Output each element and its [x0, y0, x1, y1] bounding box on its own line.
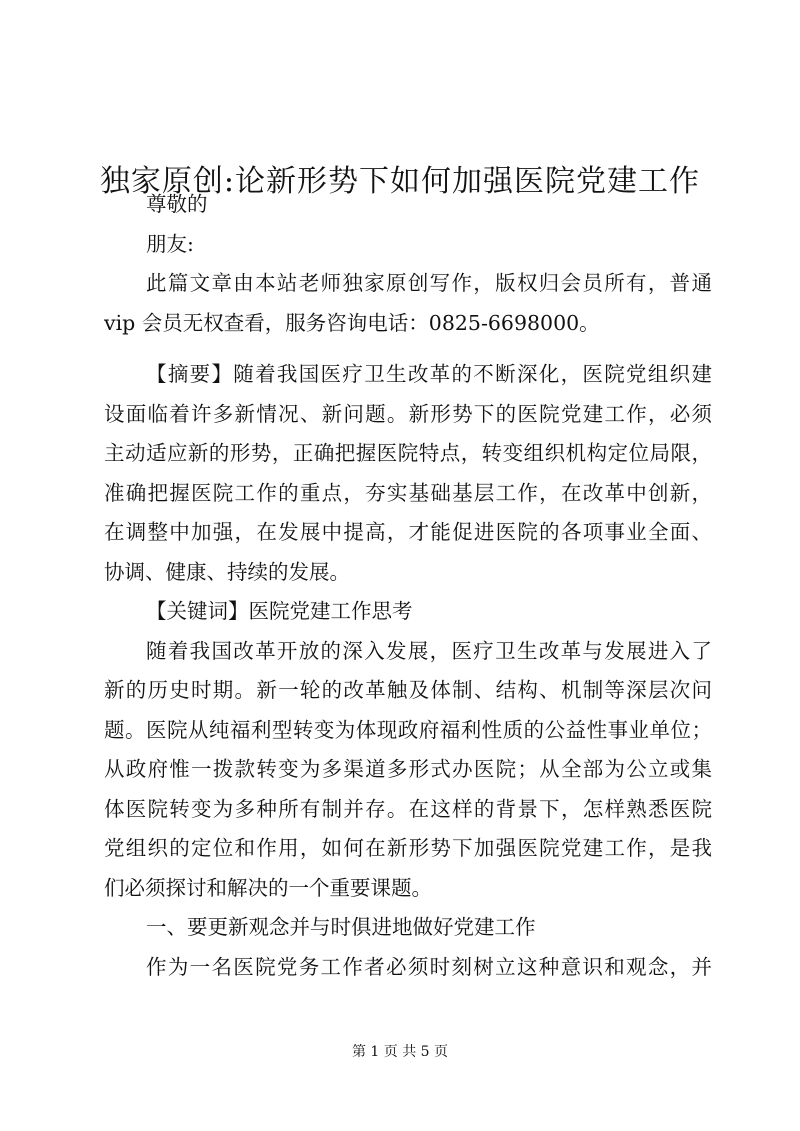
paragraph-line: vip 会员无权查看，服务咨询电话：0825-6698000。 [104, 310, 600, 335]
paragraph-line: 准确把握医院工作的重点，夯实基础基层工作，在改革中创新， [104, 480, 712, 505]
paragraph-line: 此篇文章由本站老师独家原创写作，版权归会员所有，普通 [146, 271, 712, 295]
paragraph-line: 体医院转变为多种所有制并存。在这样的背景下，怎样熟悉医院 [104, 796, 712, 821]
paragraph-line: 们必须探讨和解决的一个重要课题。 [104, 875, 432, 900]
greeting-line: 尊敬的 [146, 192, 208, 216]
greeting-line: 朋友: [146, 231, 194, 256]
paragraph-line: 作为一名医院党务工作者必须时刻树立这种意识和观念，并 [146, 954, 712, 979]
paragraph-line: 协调、健康、持续的发展。 [104, 559, 350, 584]
paragraph-line: 在调整中加强，在发展中提高，才能促进医院的各项事业全面、 [104, 520, 712, 544]
paragraph-line: 主动适应新的形势，正确把握医院特点，转变组织机构定位局限， [104, 441, 712, 465]
paragraph-line: 党组织的定位和作用，如何在新形势下加强医院党建工作，是我 [104, 836, 712, 860]
paragraph-line: 新的历史时期。新一轮的改革触及体制、结构、机制等深层次问 [104, 678, 712, 702]
document-title: 独家原创:论新形势下如何加强医院党建工作 [99, 164, 701, 200]
page-footer: 第 1 页 共 5 页 [351, 1044, 449, 1060]
paragraph-line: 【摘要】随着我国医疗卫生改革的不断深化，医院党组织建 [146, 362, 712, 386]
document-body [104, 185, 712, 987]
section-heading: 一、要更新观念并与时俱进地做好党建工作 [146, 915, 536, 939]
paragraph-gap [104, 343, 712, 355]
paragraph-line: 题。医院从纯福利型转变为体现政府福利性质的公益性事业单位； [104, 717, 712, 742]
paragraph-line: 随着我国改革开放的深入发展，医疗卫生改革与发展进入了 [146, 638, 712, 663]
keywords-line: 【关键词】医院党建工作思考 [146, 599, 413, 623]
paragraph-line: 设面临着许多新情况、新问题。新形势下的医院党建工作，必须 [104, 401, 712, 426]
paragraph-line: 从政府惟一拨款转变为多渠道多形式办医院；从全部为公立或集 [104, 757, 712, 781]
